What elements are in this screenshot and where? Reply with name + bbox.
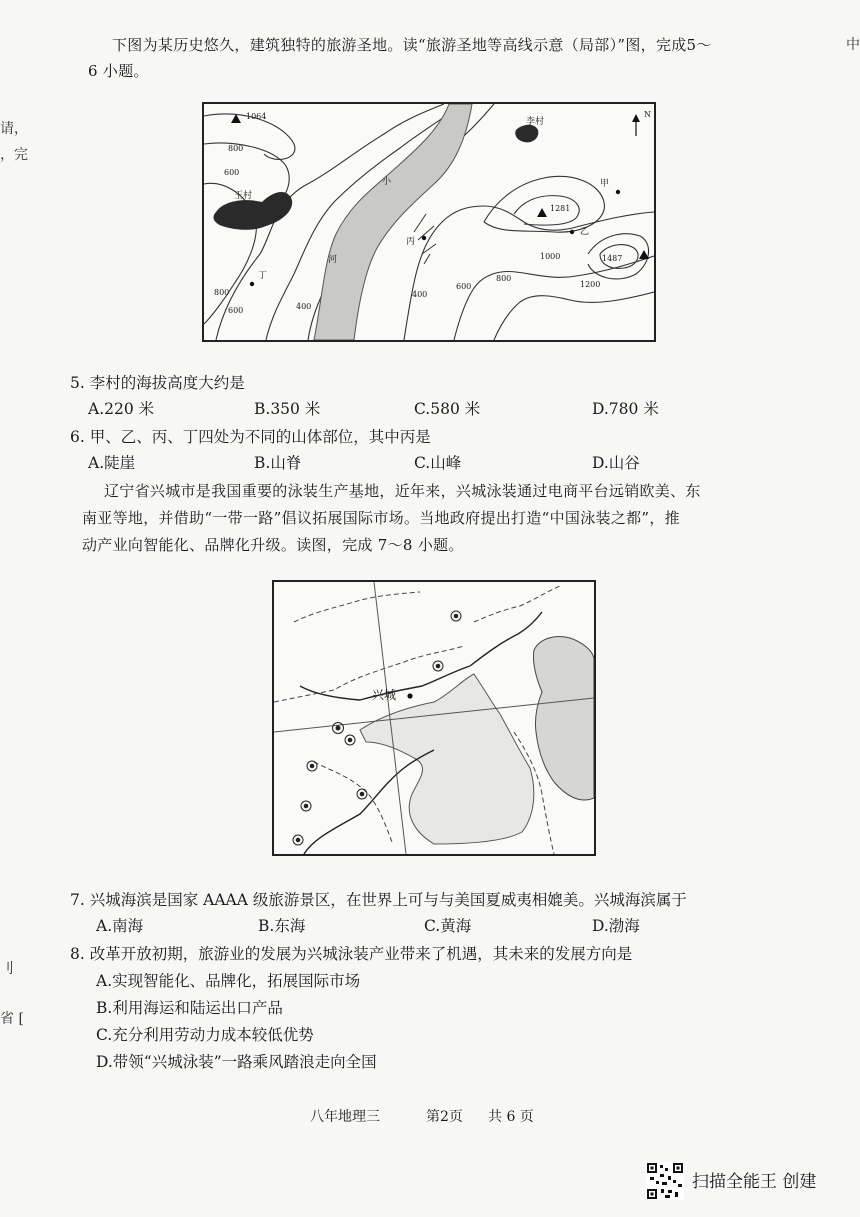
contour-label: 600 xyxy=(228,306,244,315)
intro-text: 下图为某历史悠久，建筑独特的旅游圣地。读“旅游圣地等高线示意（局部）”图，完成5～ xyxy=(112,36,712,54)
intro-text: 辽宁省兴城市是我国重要的泳装生产基地，近年来，兴城泳装通过电商平台远销欧美、东 xyxy=(104,482,701,500)
north-label: N xyxy=(644,110,651,119)
footer-total: 共 6 页 xyxy=(488,1109,534,1125)
question-5: 5. 李村的海拔高度大约是 xyxy=(70,374,245,392)
river-label: 河 xyxy=(328,255,338,265)
contour-map-drawing xyxy=(204,104,654,340)
option-6c: C.山峰 xyxy=(414,454,462,472)
scanner-watermark: 扫描全能王 创建 xyxy=(692,1172,817,1192)
question-6: 6. 甲、乙、丙、丁四处为不同的山体部位，其中丙是 xyxy=(70,428,431,446)
edge-fragment: ，完 xyxy=(0,147,28,163)
intro-text: 南亚等地，并借助“一带一路”倡议拓展国际市场。当地政府提出打造“中国泳装之都”，推 xyxy=(82,509,680,527)
edge-fragment: 中 xyxy=(846,37,860,53)
question-8: 8. 改革开放初期，旅游业的发展为兴城泳装产业带来了机遇，其未来的发展方向是 xyxy=(70,945,633,963)
footer-page: 第2页 xyxy=(426,1109,463,1125)
option-7b: B.东海 xyxy=(258,917,306,935)
option-5a: A.220 米 xyxy=(88,400,155,418)
city-label: 兴城 xyxy=(372,688,397,702)
li-village-area xyxy=(515,125,538,143)
contour-label: 1000 xyxy=(540,252,561,261)
contour-label: 600 xyxy=(224,168,240,177)
question-7: 7. 兴城海滨是国家 AAAA 级旅游景区，在世界上可与与美国夏威夷相媲美。兴城海滨属于 xyxy=(70,891,687,909)
option-8d: D.带领“兴城泳装”一路乘风踏浪走向全国 xyxy=(96,1053,377,1071)
intro-text: 6 小题。 xyxy=(88,62,149,80)
option-8a: A.实现智能化、品牌化，拓展国际市场 xyxy=(96,972,361,990)
option-6d: D.山谷 xyxy=(592,454,640,472)
option-7a: A.南海 xyxy=(96,917,144,935)
region-map-drawing xyxy=(274,582,594,854)
contour-label: 1200 xyxy=(580,280,601,289)
xingcheng-marker xyxy=(407,693,412,698)
edge-fragment: 省 [ xyxy=(0,1011,24,1027)
option-7d: D.渤海 xyxy=(592,917,640,935)
option-5b: B.350 米 xyxy=(254,400,321,418)
place-label: 李村 xyxy=(526,117,545,127)
place-label: 王村 xyxy=(234,191,253,201)
option-8b: B.利用海运和陆运出口产品 xyxy=(96,999,283,1017)
contour-label: 800 xyxy=(496,274,512,283)
river-label: 小 xyxy=(382,177,392,187)
contour-map xyxy=(202,102,656,342)
edge-fragment: 刂 xyxy=(0,961,14,977)
contour-label: 800 xyxy=(228,144,244,153)
contour-label: 600 xyxy=(456,282,472,291)
wang-village-area xyxy=(214,192,293,230)
peak-label: 1281 xyxy=(550,204,571,213)
place-label: 乙 xyxy=(580,227,590,237)
option-5d: D.780 米 xyxy=(592,400,659,418)
intro-text: 动产业向智能化、品牌化升级。读图，完成 7～8 小题。 xyxy=(82,536,464,554)
option-8c: C.充分利用劳动力成本较低优势 xyxy=(96,1026,314,1044)
region-map xyxy=(272,580,596,856)
contour-label: 400 xyxy=(296,302,312,311)
place-label: 丁 xyxy=(258,271,268,281)
option-7c: C.黄海 xyxy=(424,917,472,935)
contour-label: 800 xyxy=(214,288,230,297)
place-label: 甲 xyxy=(600,179,610,189)
contour-label: 400 xyxy=(412,290,428,299)
edge-fragment: 请， xyxy=(0,121,28,137)
option-6a: A.陡崖 xyxy=(88,454,136,472)
peak-label: 1487 xyxy=(602,254,623,263)
qr-code-icon xyxy=(646,1162,684,1200)
footer-subject: 八年地理三 xyxy=(310,1109,380,1125)
option-5c: C.580 米 xyxy=(414,400,481,418)
option-6b: B.山脊 xyxy=(254,454,302,472)
peak-label: 1064 xyxy=(246,112,267,121)
place-label: 丙 xyxy=(406,237,416,247)
